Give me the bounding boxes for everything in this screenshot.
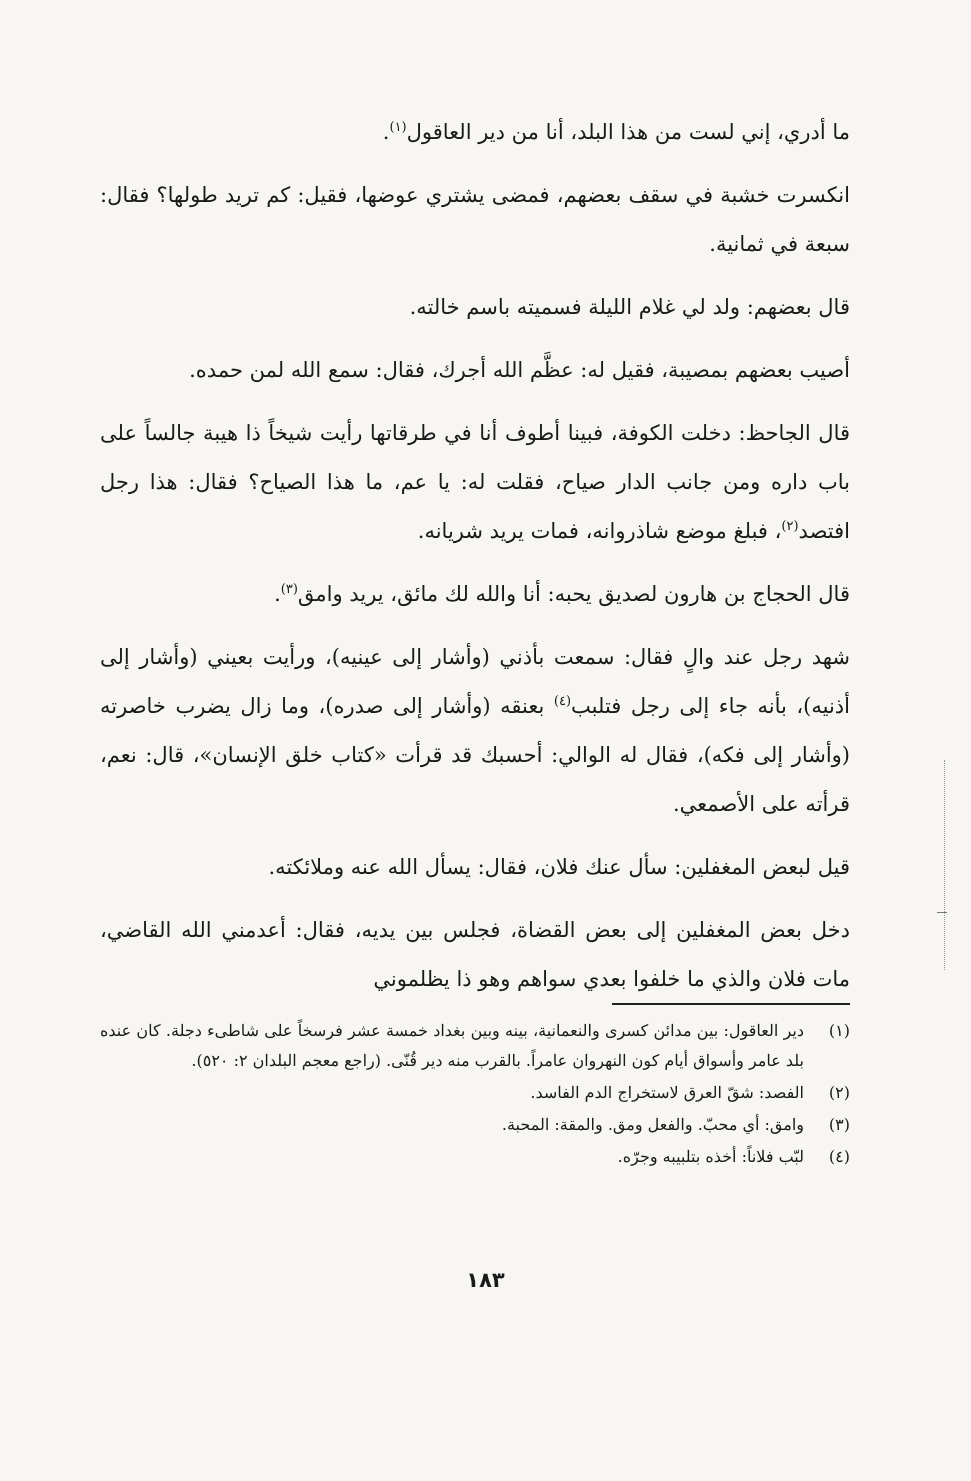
paragraph: شهد رجل عند والٍ فقال: سمعت بأذني (وأشار إلى عينيه)، ورأيت بعيني (وأشار إلى أذنيه)، بأنه جاء إلى رجل فتلبب$^{(٤)}$ بعنقه (وأشار إلى صدره)، وما زال يضرب خاصرته (وأشار إلى فكه)، فقال له الوالي: أحسبك قد قرأت «كتاب خلق الإنسان»، قال: نعم، قرأته على الأصمعي.	[100, 645, 850, 816]
paragraph: قال الجاحظ: دخلت الكوفة، فبينا أطوف أنا في طرقاتها رأيت شيخاً ذا هيبة جالساً على باب داره ومن جانب الدار صياح، فقلت له: يا عم، ما هذا الصياح؟ فقال: هذا رجل افتصد$^{(٢)}$، فبلغ موضع شاذروانه، فمات يريد شريانه.	[100, 421, 850, 543]
scan-edge-mark	[944, 760, 945, 970]
page-number: ١٨٣	[466, 1268, 505, 1292]
footnote-number: (٤)	[828, 1147, 850, 1166]
footnote-text: الفصد: شقّ العرق لاستخراج الدم الفاسد.	[530, 1083, 804, 1102]
paragraph: قال بعضهم: ولد لي غلام الليلة فسميته باسم خالته.	[409, 295, 850, 319]
footnote-item	[100, 1016, 850, 1076]
footnote-text: وامق: أي محبّ. والفعل ومق. والمقة: المحبة.	[501, 1115, 804, 1134]
footnote-text: لبّب فلاناً: أخذه بتلبيبه وجرّه.	[617, 1147, 804, 1166]
paragraph: قيل لبعض المغفلين: سأل عنك فلان، فقال: يسأل الله عنه وملائكته.	[268, 855, 850, 879]
main-text	[100, 108, 850, 1004]
footnote-number: (٢)	[828, 1083, 850, 1102]
footnote-reference[interactable]: (٣)	[280, 582, 298, 597]
footnote-item	[100, 1142, 850, 1172]
paragraph: دخل بعض المغفلين إلى بعض القضاة، فجلس بين يديه، فقال: أعدمني الله القاضي، مات فلان والذي ما خلفوا بعدي سواهم وهو ذا يظلموني	[100, 918, 850, 991]
paragraph: قال الحجاج بن هارون لصديق يحبه: أنا والله لك مائق، يريد وامق$^{(٣)}$.	[274, 582, 850, 606]
footnote-separator	[612, 1003, 850, 1005]
scan-tick-mark	[937, 912, 947, 913]
footnote-number: (١)	[828, 1021, 850, 1040]
footnote-number: (٣)	[828, 1115, 850, 1134]
footnote-reference[interactable]: (١)	[389, 120, 407, 135]
footnote-text: دير العاقول: بين مدائن كسرى والنعمانية، بينه وبين بغداد خمسة عشر فرسخاً على شاطىء دجلة. كان عنده بلد عامر وأسواق أيام كون النهروان عامراً. بالقرب منه دير قُنّى. (راجع معجم البلدان ٢: ٥٢٠).	[100, 1021, 804, 1070]
footnote-item	[100, 1078, 850, 1108]
footnote-reference[interactable]: (٤)	[553, 694, 572, 709]
paragraph: انكسرت خشبة في سقف بعضهم، فمضى يشتري عوضها، فقيل: كم تريد طولها؟ فقال: سبعة في ثمانية.	[100, 183, 850, 256]
footnote-reference[interactable]: (٢)	[781, 519, 799, 534]
paragraph: أصيب بعضهم بمصيبة، فقيل له: عظَّم الله أجرك، فقال: سمع الله لمن حمده.	[189, 358, 850, 382]
paragraph: ما أدري، إني لست من هذا البلد، أنا من دير العاقول$^{(١)}$.	[382, 120, 850, 144]
footnote-item	[100, 1110, 850, 1140]
footnotes	[100, 1016, 850, 1174]
